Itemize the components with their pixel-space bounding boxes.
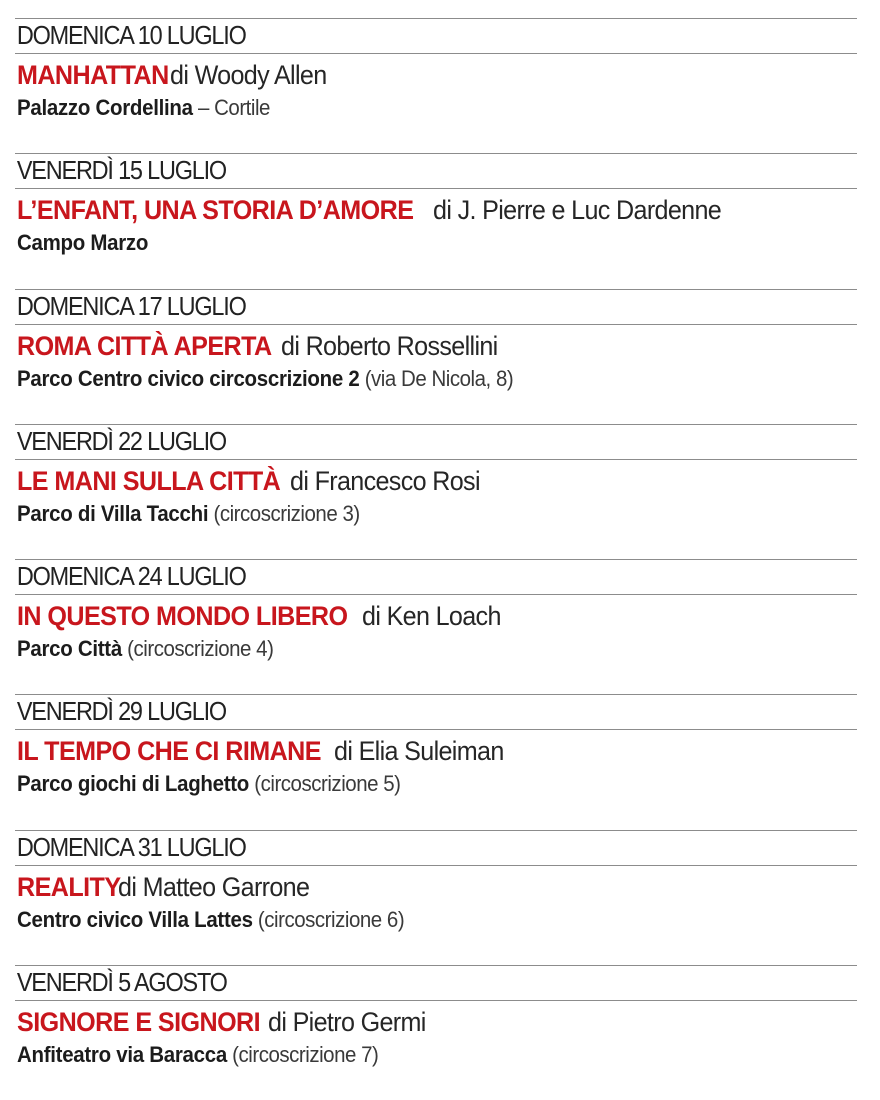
venue-name: Anfiteatro via Baracca: [17, 1042, 227, 1068]
title-line: [15, 463, 857, 499]
date-row: [15, 18, 857, 54]
venue-note: (circoscrizione 4): [121, 636, 274, 662]
film-title: SIGNORE E SIGNORI: [17, 1007, 261, 1038]
title-line: [15, 57, 857, 93]
title-line: [15, 328, 857, 364]
event-entry: [15, 424, 857, 559]
date-row: [15, 424, 857, 460]
venue-note: – Cortile: [192, 95, 270, 120]
venue-note: (circoscrizione 6): [252, 906, 405, 932]
event-entry: [15, 289, 857, 424]
venue-line: [15, 499, 857, 529]
event-date: VENERDÌ 22 LUGLIO: [16, 427, 226, 456]
event-date: VENERDÌ 15 LUGLIO: [16, 157, 226, 186]
venue-line: [15, 93, 857, 123]
film-title: REALITY: [17, 871, 121, 902]
venue-line: [15, 364, 857, 394]
event-entry: [15, 18, 857, 153]
film-title: ROMA CITTÀ APERTA: [17, 330, 272, 361]
film-director: di Pietro Germi: [268, 1007, 427, 1038]
event-entry: [15, 694, 857, 829]
event-entry: [15, 830, 857, 965]
venue-line: [15, 634, 857, 664]
title-line: [15, 869, 857, 905]
venue-name: Campo Marzo: [17, 230, 149, 256]
event-date: VENERDÌ 5 AGOSTO: [16, 969, 227, 998]
film-director: di Francesco Rosi: [290, 465, 480, 496]
film-title: LE MANI SULLA CITTÀ: [17, 465, 281, 496]
venue-name: Palazzo Cordellina: [17, 95, 193, 120]
venue-line: [15, 769, 857, 799]
venue-note: (circoscrizione 7): [226, 1042, 379, 1068]
film-title: IL TEMPO CHE CI RIMANE: [17, 736, 321, 767]
film-director: di Woody Allen: [170, 60, 327, 90]
venue-note: (via De Nicola, 8): [359, 365, 514, 391]
date-row: [15, 694, 857, 730]
film-title: IN QUESTO MONDO LIBERO: [17, 601, 348, 632]
venue-note: (circoscrizione 5): [249, 771, 401, 797]
date-row: [15, 559, 857, 595]
date-row: [15, 153, 857, 189]
date-row: [15, 965, 857, 1001]
venue-line: [15, 228, 857, 258]
event-date: DOMENICA 31 LUGLIO: [16, 833, 246, 862]
venue-name: Centro civico Villa Lattes: [17, 906, 253, 932]
event-entry: [15, 559, 857, 694]
event-date: DOMENICA 24 LUGLIO: [16, 563, 246, 592]
date-row: [15, 289, 857, 325]
film-title: MANHATTAN: [17, 60, 169, 90]
venue-name: Parco Centro civico circoscrizione 2: [17, 365, 360, 391]
film-director: di J. Pierre e Luc Dardenne: [433, 195, 722, 226]
film-title: L’ENFANT, UNA STORIA D’AMORE: [17, 195, 414, 226]
event-entry: [15, 153, 857, 288]
title-line: [15, 192, 857, 228]
venue-note: (circoscrizione 3): [208, 500, 360, 526]
title-line: [15, 598, 857, 634]
event-entry: [15, 965, 857, 1100]
venue-name: Parco Città: [17, 636, 122, 662]
venue-line: [15, 1040, 857, 1070]
event-date: VENERDÌ 29 LUGLIO: [16, 698, 226, 727]
title-line: [15, 733, 857, 769]
venue-line: [15, 905, 857, 935]
date-row: [15, 830, 857, 866]
film-director: di Roberto Rossellini: [280, 330, 498, 361]
title-line: [15, 1004, 857, 1040]
venue-name: Parco giochi di Laghetto: [17, 771, 250, 797]
film-director: di Ken Loach: [362, 601, 502, 632]
film-director: di Matteo Garrone: [118, 871, 310, 902]
event-date: DOMENICA 17 LUGLIO: [16, 292, 246, 321]
film-director: di Elia Suleiman: [333, 736, 504, 767]
venue-name: Parco di Villa Tacchi: [17, 500, 209, 526]
film-schedule: [15, 18, 857, 1100]
event-date: DOMENICA 10 LUGLIO: [16, 22, 246, 50]
